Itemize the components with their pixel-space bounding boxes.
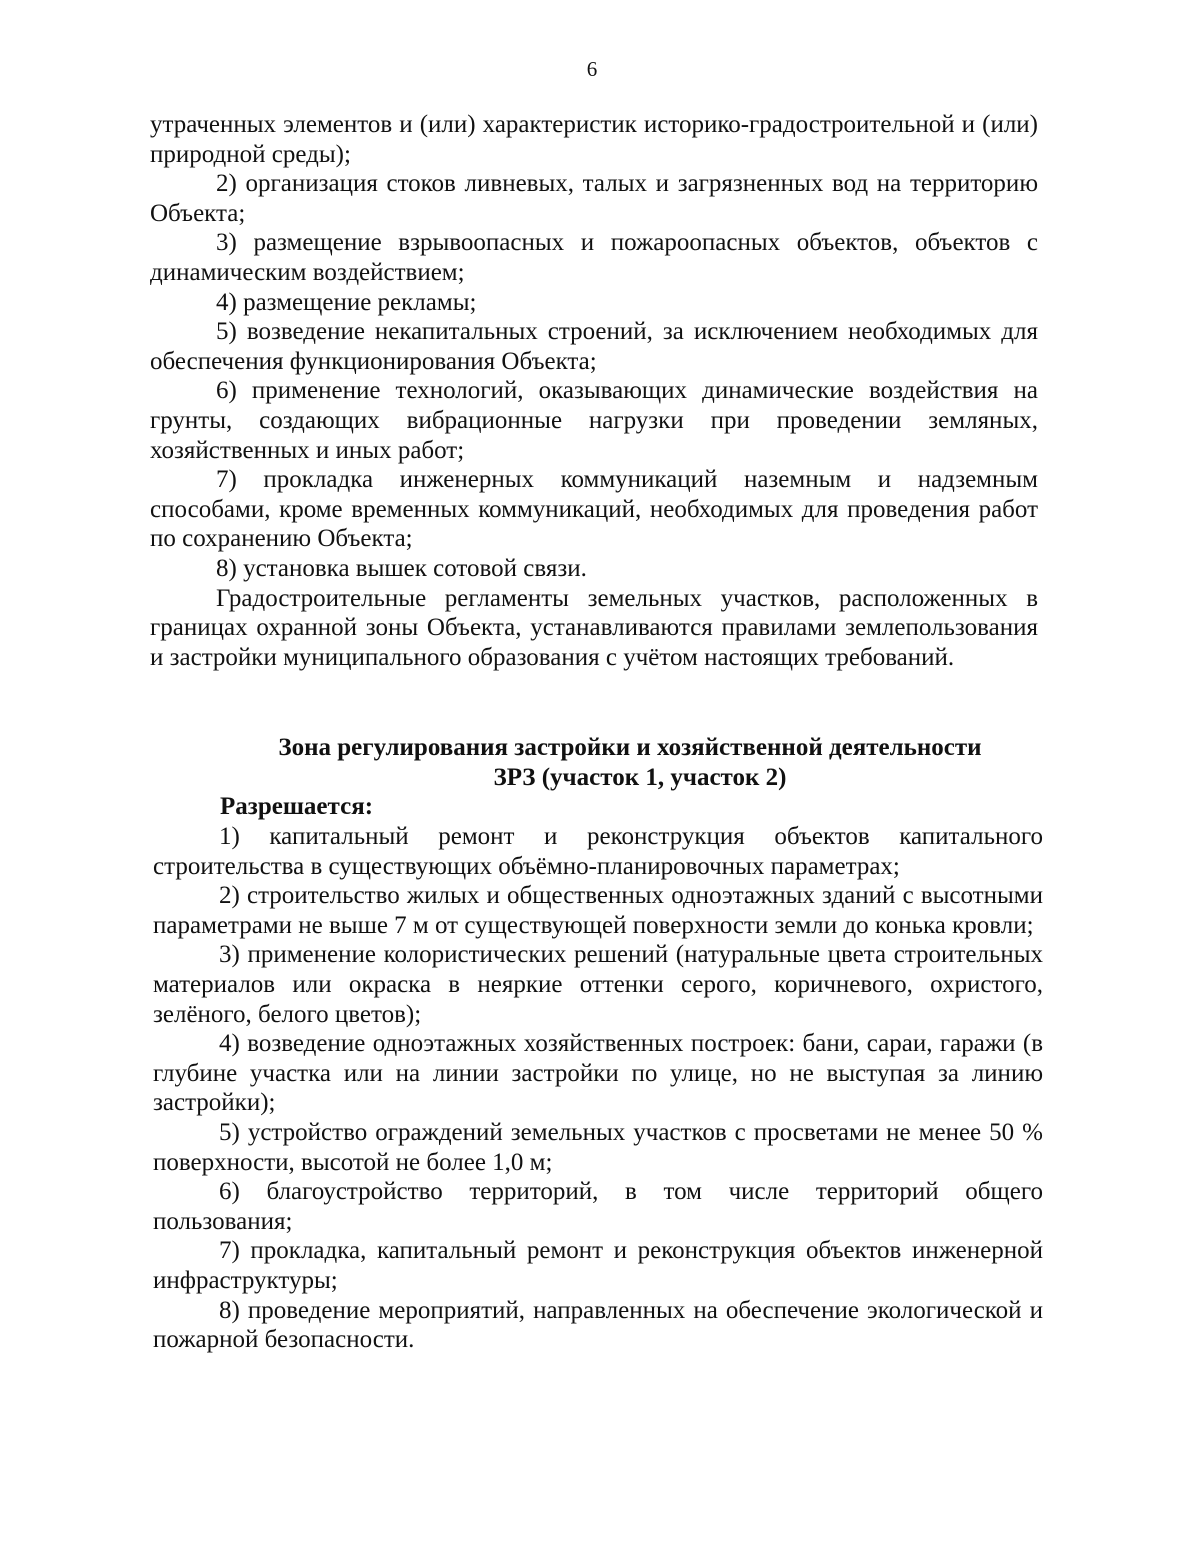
allowed-item-4: 4) возведение одноэтажных хозяйственных построек: бани, сараи, гаражи (в глубине участка или на линии застройки по улице, но не выступая за линию застройки); [153, 1030, 1043, 1117]
allowed-label: Разрешается: [220, 793, 374, 820]
list-item-4: 4) размещение рекламы; [216, 288, 477, 316]
page-number: 6 [586, 57, 598, 81]
allowed-item-3: 3) применение колористических решений (натуральные цвета строительных материалов или окраска в неяркие оттенки серого, коричневого, охристого, зелёного, белого цветов); [153, 941, 1043, 1028]
allowed-item-5: 5) устройство ограждений земельных участков с просветами не менее 50 % поверхности, высотой не более 1,0 м; [153, 1118, 1043, 1176]
list-item-7: 7) прокладка инженерных коммуникаций наземным и надземным способами, кроме временных коммуникаций, необходимых для проведения работ по сохранению Объекта; [150, 466, 1038, 553]
allowed-item-1: 1) капитальный ремонт и реконструкция объектов капитального строительства в существующих объёмно-планировочных параметрах; [153, 823, 1043, 880]
section-heading-line-2: ЗРЗ (участок 1, участок 2) [493, 763, 787, 791]
allowed-item-8: 8) проведение мероприятий, направленных на обеспечение экологической и пожарной безопасности. [153, 1296, 1043, 1354]
list-item-3: 3) размещение взрывоопасных и пожароопасных объектов, объектов с динамическим воздействием; [150, 229, 1038, 286]
allowed-item-2: 2) строительство жилых и общественных одноэтажных зданий с высотными параметрами не выше 7 м от существующей поверхности земли до конька кровли; [153, 882, 1043, 939]
allowed-item-7: 7) прокладка, капитальный ремонт и реконструкция объектов инженерной инфраструктуры; [153, 1237, 1043, 1294]
list-item-6: 6) применение технологий, оказывающих динамические воздействия на грунты, создающих вибрационные нагрузки при проведении земляных, хозяйственных и иных работ; [150, 377, 1038, 464]
restrictions-section [150, 110, 1038, 672]
section-heading-line-1: Зона регулирования застройки и хозяйственной деятельности [278, 734, 982, 761]
list-item-5: 5) возведение некапитальных строений, за исключением необходимых для обеспечения функционирования Объекта; [150, 318, 1038, 375]
allowed-item-6: 6) благоустройство территорий, в том числе территорий общего пользования; [153, 1178, 1043, 1235]
allowed-section [153, 822, 1043, 1355]
regulations-paragraph: Градостроительные регламенты земельных участков, расположенных в границах охранной зоны Объекта, устанавливаются правилами землепользования и застройки муниципального образования с учётом настоящих требований. [150, 584, 1038, 671]
paragraph-continuation: утраченных элементов и (или) характеристик историко-градостроительной и (или) природной среды); [150, 111, 1038, 168]
list-item-2: 2) организация стоков ливневых, талых и загрязненных вод на территорию Объекта; [150, 170, 1038, 227]
section-heading [150, 733, 1110, 792]
list-item-8: 8) установка вышек сотовой связи. [216, 554, 587, 582]
